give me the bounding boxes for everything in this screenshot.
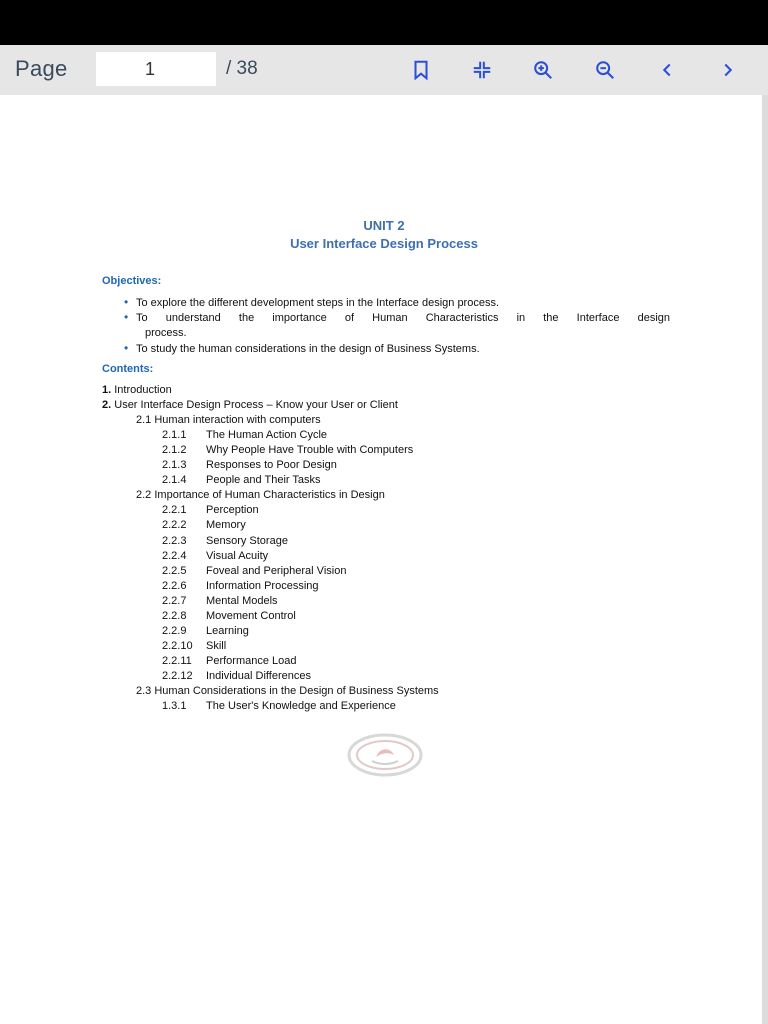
toc-item-text: Individual Differences: [206, 669, 311, 682]
toc-item-number: 2.: [102, 399, 112, 412]
next-page-button[interactable]: [712, 54, 744, 86]
unit-title: UNIT 2: [363, 218, 405, 233]
toc-item-number: 2.2.3: [162, 534, 187, 547]
bookmark-button[interactable]: [405, 54, 437, 86]
toc-item-text: Memory: [206, 519, 246, 532]
toc-item-number: 2.2.7: [162, 594, 187, 607]
fit-page-icon: [471, 59, 493, 81]
toc-item: [162, 504, 259, 516]
bullet-icon: •: [124, 295, 129, 309]
toc-item-number: 2.2.5: [162, 564, 187, 577]
objective-text-continued: process.: [145, 327, 187, 339]
toc-item: [102, 384, 172, 396]
toc-item: [136, 685, 439, 697]
toc-item-number: 2.2.6: [162, 579, 187, 592]
toc-item-text: Performance Load: [206, 654, 297, 667]
page-total: / 38: [226, 58, 258, 79]
page-number-input[interactable]: [96, 52, 216, 86]
toc-item-text: User Interface Design Process – Know your User or Client: [114, 399, 398, 412]
page-label: Page: [15, 56, 68, 81]
toc-item-text: Sensory Storage: [206, 534, 288, 547]
toc-item-number: 1.: [102, 384, 112, 396]
bullet-icon: •: [124, 341, 129, 355]
objective-text: To understand the importance of Human Characteristics in the Interface design: [136, 312, 670, 324]
toc-item-text: Foveal and Peripheral Vision: [206, 564, 347, 577]
toc-item: [162, 670, 311, 682]
zoom-out-icon: [594, 59, 616, 81]
status-bar: [0, 0, 768, 45]
toc-item-number: 2.2.10: [162, 639, 193, 652]
toc-item: [162, 550, 268, 562]
toc-item-text: Information Processing: [206, 579, 319, 592]
toc-item-number: 2.2.11: [162, 654, 192, 667]
toc-item-text: Skill: [206, 639, 227, 652]
toc-item-number: 2.1.1: [162, 429, 187, 442]
toc-item-text: Why People Have Trouble with Computers: [206, 444, 414, 457]
toc-item-text: Perception: [206, 504, 259, 517]
toc-item: [162, 474, 321, 486]
toc-item: [162, 519, 246, 531]
zoom-out-button[interactable]: [589, 54, 621, 86]
next-page-icon: [717, 59, 739, 81]
toc-item-number: 1.3.1: [162, 700, 187, 713]
toc-item: [162, 595, 278, 607]
toc-item-number: 2.2.2: [162, 519, 187, 532]
toc-item-number: 2.2.9: [162, 624, 187, 637]
toc-item: [162, 444, 413, 456]
previous-page-button[interactable]: [651, 54, 683, 86]
toc-item-number: 2.2: [136, 489, 152, 502]
toc-item-number: 2.3: [136, 685, 152, 697]
toc-item: [102, 399, 398, 411]
toc-item-text: Learning: [206, 624, 249, 637]
toc-item: [162, 580, 319, 592]
toc-item: [162, 429, 327, 441]
contents-heading: Contents:: [102, 363, 154, 375]
toc-item: [162, 625, 249, 637]
toc-item-text: Visual Acuity: [206, 549, 269, 562]
toc-item-text: Human interaction with computers: [154, 414, 321, 427]
unit-subtitle: User Interface Design Process: [290, 236, 478, 251]
watermark-seal-icon: [346, 731, 424, 779]
toc-item: [162, 535, 288, 547]
toc-item-text: Human Considerations in the Design of Business Systems: [154, 685, 439, 697]
toc-item: [162, 565, 346, 577]
document-page: UNIT 2 User Interface Design Process Objectives: • To explore the different development steps in the Interface design process. • To understand the importance of Human Characteristics in the Interface design process. • To study the human considerations in the design of Business Systems. Contents: 1. Introduction 2. User Interface Design Process – Know your User or Client 2.1 Human interaction with computers 2.1.1 The Human Action Cycle 2.1.2 Why People Have Trouble with Computers 2.1.3 Responses to Poor Design 2.1.4 People and Their Tasks 2.2 Importance of Human Characteristics in Design 2.2.1 Perception 2.2.2 Memory 2.2.3 Sensory Storage 2.2.4 Visual Acuity 2.2.5 Foveal and Peripheral Vision 2.2.6 Information Processing 2.2.7 Mental Models 2.2.8 Movement Control 2.2.9 Learning 2.2.10 Skill 2.2.11 Performance Load 2.2.12 Individual Differences 2.3 Human Considerations in the Design of Business Systems 1.3.1 The User's Knowledge and Experience: [0, 95, 762, 1024]
zoom-in-icon: [532, 59, 554, 81]
toc-item: [162, 610, 296, 622]
fit-page-button[interactable]: [466, 54, 498, 86]
toc-item-number: 2.1.2: [162, 444, 187, 457]
objectives-heading: Objectives:: [102, 275, 162, 287]
toc-item-number: 2.1.4: [162, 474, 187, 487]
zoom-in-button[interactable]: [527, 54, 559, 86]
bookmark-icon: [410, 59, 432, 81]
toc-item-number: 2.2.1: [162, 504, 187, 517]
toc-item-number: 2.2.8: [162, 609, 187, 622]
toc-item-text: The User's Knowledge and Experience: [206, 700, 396, 713]
toc-item-text: The Human Action Cycle: [206, 429, 328, 442]
bullet-icon: •: [124, 310, 129, 324]
toc-item: [162, 640, 226, 652]
toc-item-number: 2.2.4: [162, 549, 187, 562]
toc-item-text: Importance of Human Characteristics in Design: [154, 489, 385, 502]
toc-item-number: 2.2.12: [162, 669, 193, 682]
toc-item: [162, 655, 297, 667]
toc-item-number: 2.1: [136, 414, 152, 427]
toc-item: [136, 414, 321, 426]
toc-item-text: Movement Control: [206, 609, 296, 622]
toc-item: [162, 700, 396, 712]
toc-item: [136, 489, 385, 501]
toc-item: [162, 459, 337, 471]
toc-item-text: Mental Models: [206, 594, 278, 607]
toc-item-text: Introduction: [114, 384, 172, 396]
pdf-toolbar: [0, 45, 768, 95]
previous-page-icon: [656, 59, 678, 81]
toc-item-number: 2.1.3: [162, 459, 187, 472]
toc-item-text: Responses to Poor Design: [206, 459, 337, 472]
scrollbar-track[interactable]: [762, 95, 768, 1024]
toc-item-text: People and Their Tasks: [206, 474, 321, 487]
